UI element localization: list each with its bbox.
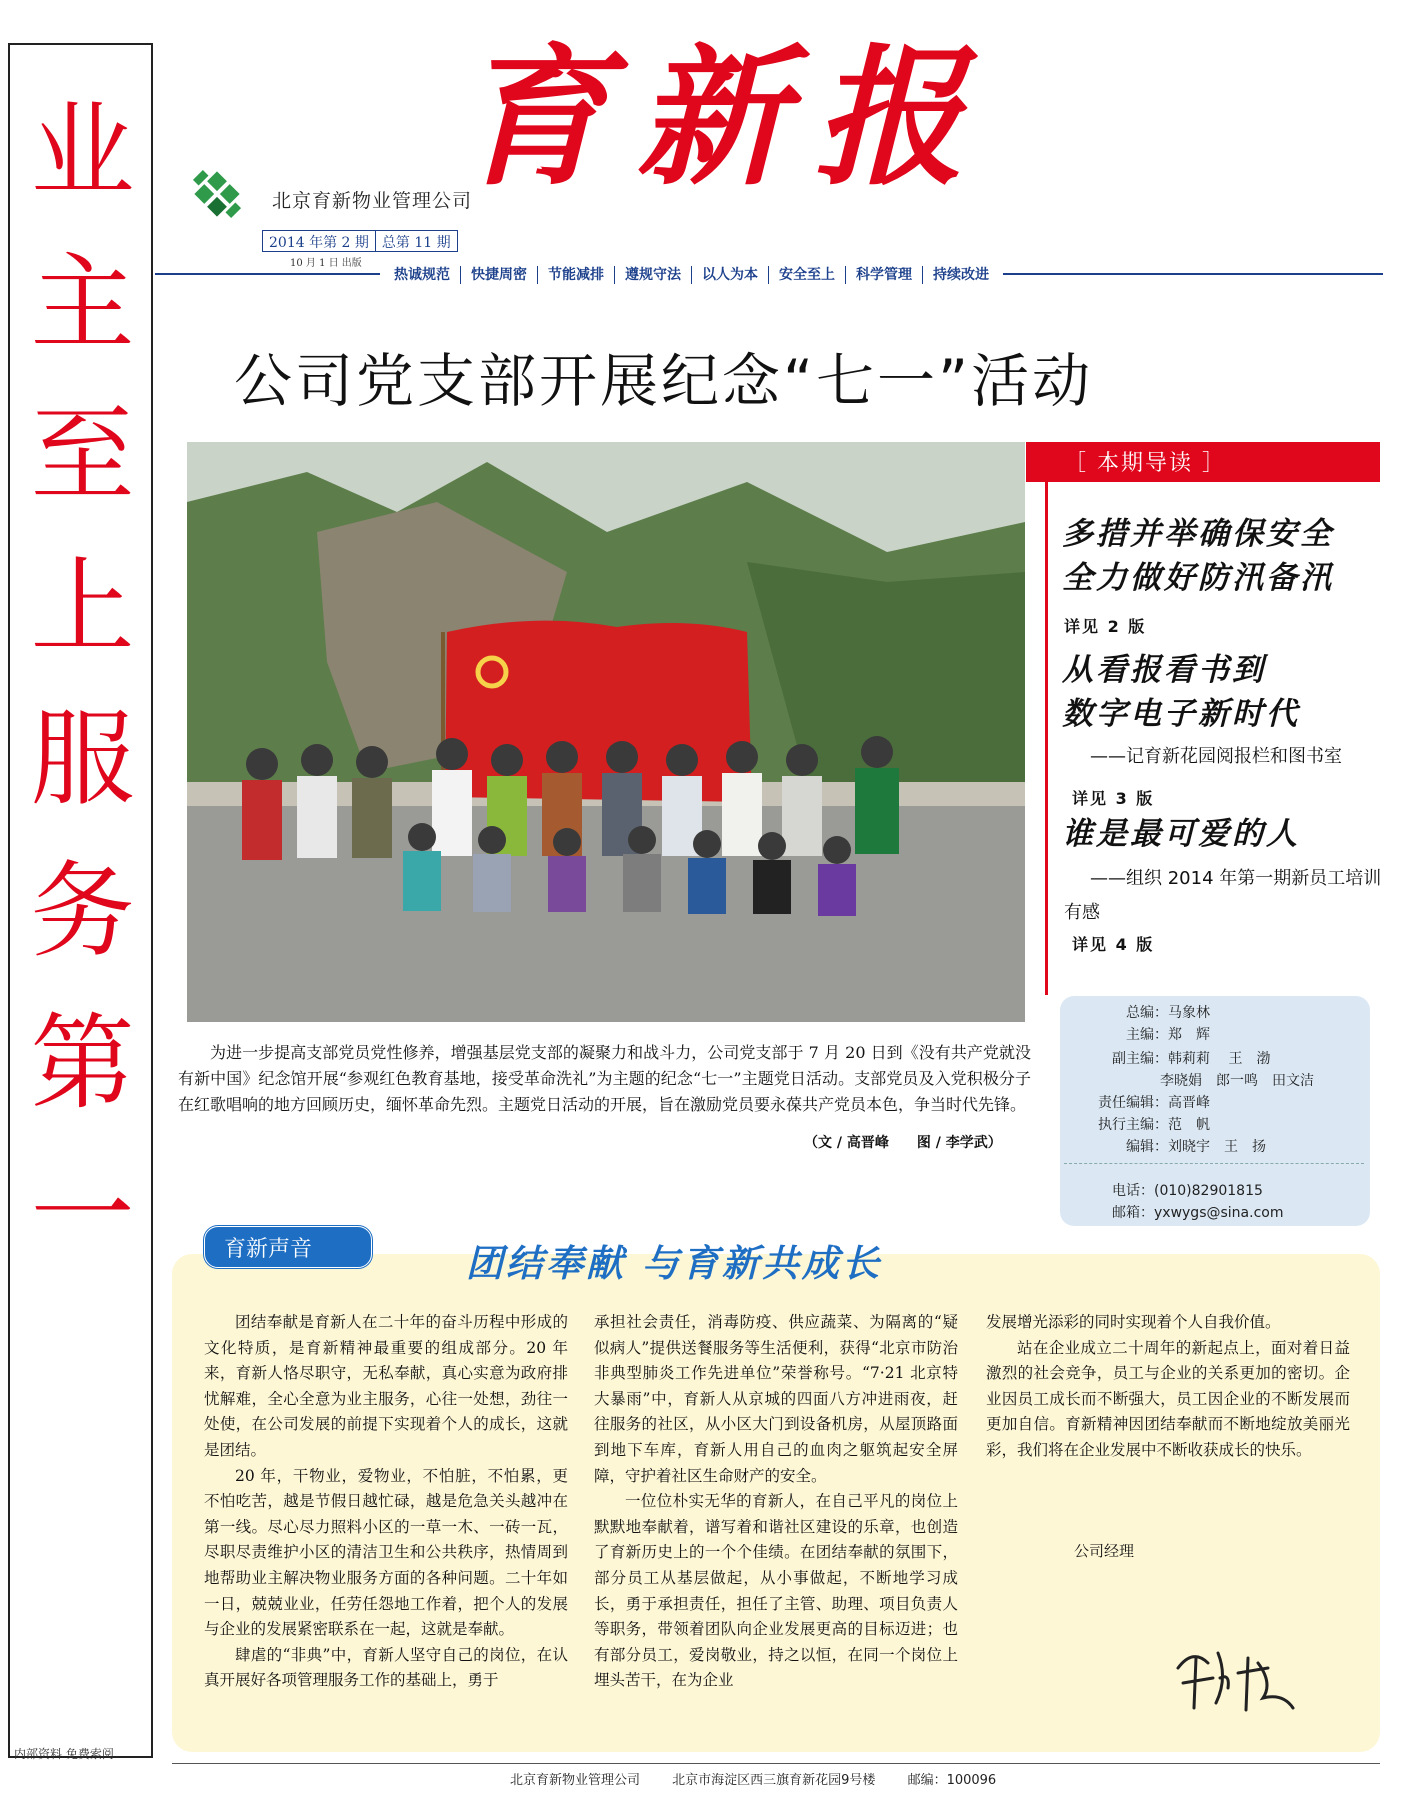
slogan-char: 上 [30, 546, 135, 668]
lead-headline: 公司党支部开展纪念“七一”活动 [234, 347, 1094, 415]
guide-item-see: 详见 3 版 [1072, 789, 1155, 808]
internal-note: 内部资料 免费索阅 [14, 1747, 114, 1761]
vertical-slogan [10, 75, 155, 1291]
voice-column [204, 1310, 568, 1694]
footer-company: 北京育新物业管理公司 [510, 1773, 641, 1788]
paragraph: 发展增光添彩的同时实现着个人自我价值。 [986, 1313, 1281, 1331]
motto: 持续改进 [933, 267, 989, 283]
company-logo-icon [186, 163, 248, 225]
guide-item-title: 多措并举确保安全 [1062, 516, 1334, 552]
slogan-char: 第 [30, 1002, 135, 1124]
paragraph: 肆虐的“非典”中，育新人坚守自己的岗位，在认真开展好各项管理服务工作的基础上，勇于 [204, 1645, 568, 1690]
slogan-char: 至 [30, 394, 135, 516]
motto: 以人为本 [692, 266, 769, 284]
publish-date: 10 月 1 日 出版 [290, 258, 362, 269]
footer-postcode: 邮编：100096 [907, 1773, 997, 1788]
slogan-char: 一 [30, 1154, 135, 1276]
slogan-char: 务 [30, 850, 135, 972]
paragraph: 一位位朴实无华的育新人，在自己平凡的岗位上默默地奉献着，谱写着和谐社区建设的乐章，也创造了育新历史上的一个个佳绩。在团结奉献的氛围下，部分员工从基层做起，从小事做起，不断地学习成长，勇于承担责任，担任了主管、助理、项目负责人等职务，带领着团队向企业发展更高的目标迈进；也有部分员工，爱岗敬业，持之以恒，在同一个岗位上埋头苦干，在为企业 [594, 1492, 958, 1690]
group-photo [187, 442, 1025, 1022]
guide-item-see: 详见 4 版 [1072, 935, 1155, 954]
footer-rule [172, 1763, 1380, 1764]
issue-total: 总第 11 期 [375, 231, 457, 251]
guide-item-see: 详见 2 版 [1064, 617, 1147, 636]
voice-column [594, 1310, 958, 1694]
footer [510, 1769, 1022, 1788]
footer-address: 北京市海淀区西三旗育新花园9号楼 [672, 1773, 876, 1788]
staff-deputy: 副主编：韩莉莉 王 渤 [1112, 1051, 1271, 1067]
slogan-char: 服 [30, 698, 135, 820]
motto: 节能减排 [538, 266, 615, 284]
paragraph: 站在企业成立二十周年的新起点上，面对着日益激烈的社会竞争，员工与企业的关系更加的密切。企业因员工成长而不断强大，员工因企业的不断发展而更加自信。育新精神因团结奉献而不断地绽放美丽光彩，我们将在企业发展中不断收获成长的快乐。 [986, 1338, 1350, 1459]
company-name: 北京育新物业管理公司 [272, 190, 473, 212]
slogan-char: 主 [30, 242, 135, 364]
slogan-char: 业 [30, 90, 135, 212]
paragraph: 承担社会责任，消毒防疫、供应蔬菜、为隔离的“疑似病人”提供送餐服务等生活便利，获得“北京市防治非典型肺炎工作先进单位”荣誉称号。“7·21 北京特大暴雨”中，育新人从京城的四面八方冲进雨夜，赶往服务的社区，从小区大门到设备机房，从屋顶路面到地下车库，育新人用自己的血肉之躯筑起安全屏障，守护着社区生命财产的安全。 [594, 1313, 958, 1485]
lead-credit: （文 / 高晋峰 图 / 李学武） [804, 1135, 1002, 1151]
motto: 快捷周密 [461, 266, 538, 284]
issue-number: 2014 年第 2 期 [269, 235, 369, 251]
newspaper-title: 育新报 [458, 30, 993, 206]
motto: 热诚规范 [384, 266, 461, 284]
motto: 遵规守法 [615, 266, 692, 284]
guide-item-title: 全力做好防汛备汛 [1062, 560, 1334, 596]
motto-bar [380, 266, 1003, 284]
voice-column [986, 1310, 1350, 1464]
signer-title: 公司经理 [1074, 1542, 1135, 1560]
staff-email: 邮箱：yxwygs@sina.com [1112, 1205, 1284, 1221]
handwritten-signature [1168, 1638, 1308, 1718]
staff-phone: 电话：(010)82901815 [1112, 1183, 1263, 1199]
paragraph: 20 年，干物业，爱物业，不怕脏，不怕累，更不怕吃苦，越是节假日越忙碌，越是危急关头越冲在第一线。尽心尽力照料小区的一草一木、一砖一瓦，尽职尽责维护小区的清洁卫生和公共秩序，热情周到地帮助业主解决物业服务方面的各种问题。二十年如一日，兢兢业业，任劳任怨地工作着，把个人的发展与企业的发展紧密联系在一起，这就是奉献。 [204, 1466, 568, 1639]
staff-responsible: 责任编辑：高晋峰 [1098, 1095, 1210, 1111]
slogan-sidebar [8, 43, 153, 1758]
guide-label: ［ 本期导读 ］ [1064, 451, 1226, 476]
staff-divider [1064, 1163, 1364, 1164]
guide-item-title: 从看报看书到 [1062, 652, 1266, 688]
voice-tag-label: 育新声音 [224, 1237, 313, 1262]
guide-item-title: 谁是最可爱的人 [1062, 816, 1300, 852]
guide-item-subtitle: ——组织 2014 年第一期新员工培训 [1090, 868, 1382, 889]
guide-divider [1045, 482, 1048, 995]
staff-executive: 执行主编：范 帆 [1098, 1117, 1210, 1133]
staff-deputy: 李晓娟 郎一鸣 田文洁 [1160, 1073, 1314, 1089]
staff-editors: 编辑：刘晓宇 王 扬 [1126, 1139, 1266, 1155]
voice-title: 团结奉献 与育新共成长 [466, 1242, 882, 1285]
paragraph: 团结奉献是育新人在二十年的奋斗历程中形成的文化特质，是育新精神最重要的组成部分。20 年来，育新人恪尽职守，无私奉献，真心实意为政府排忧解难，全心全意为业主服务，心往一处想，劲往一处使，在公司发展的前提下实现着个人的成长，这就是团结。 [204, 1313, 568, 1459]
guide-item-title: 数字电子新时代 [1062, 696, 1300, 732]
staff-editor: 主编：郑 辉 [1126, 1027, 1210, 1043]
issue-info [262, 230, 458, 252]
lead-body: 为进一步提高支部党员党性修养，增强基层党支部的凝聚力和战斗力，公司党支部于 7 月 20 日到《没有共产党就没有新中国》纪念馆开展“参观红色教育基地，接受革命洗礼”为主题的纪念“七一”主题党日活动。支部党员及入党积极分子在红歌唱响的地方回顾历史，缅怀革命先烈。主题党日活动的开展，旨在激励党员要永葆共产党员本色，争当时代先锋。 [178, 1043, 1031, 1114]
motto: 科学管理 [846, 266, 923, 284]
guide-item-subtitle: ——记育新花园阅报栏和图书室 [1090, 746, 1342, 767]
motto: 安全至上 [769, 266, 846, 284]
staff-chief-editor: 总编：马象林 [1126, 1005, 1210, 1021]
guide-item-subtitle: 有感 [1064, 902, 1100, 923]
